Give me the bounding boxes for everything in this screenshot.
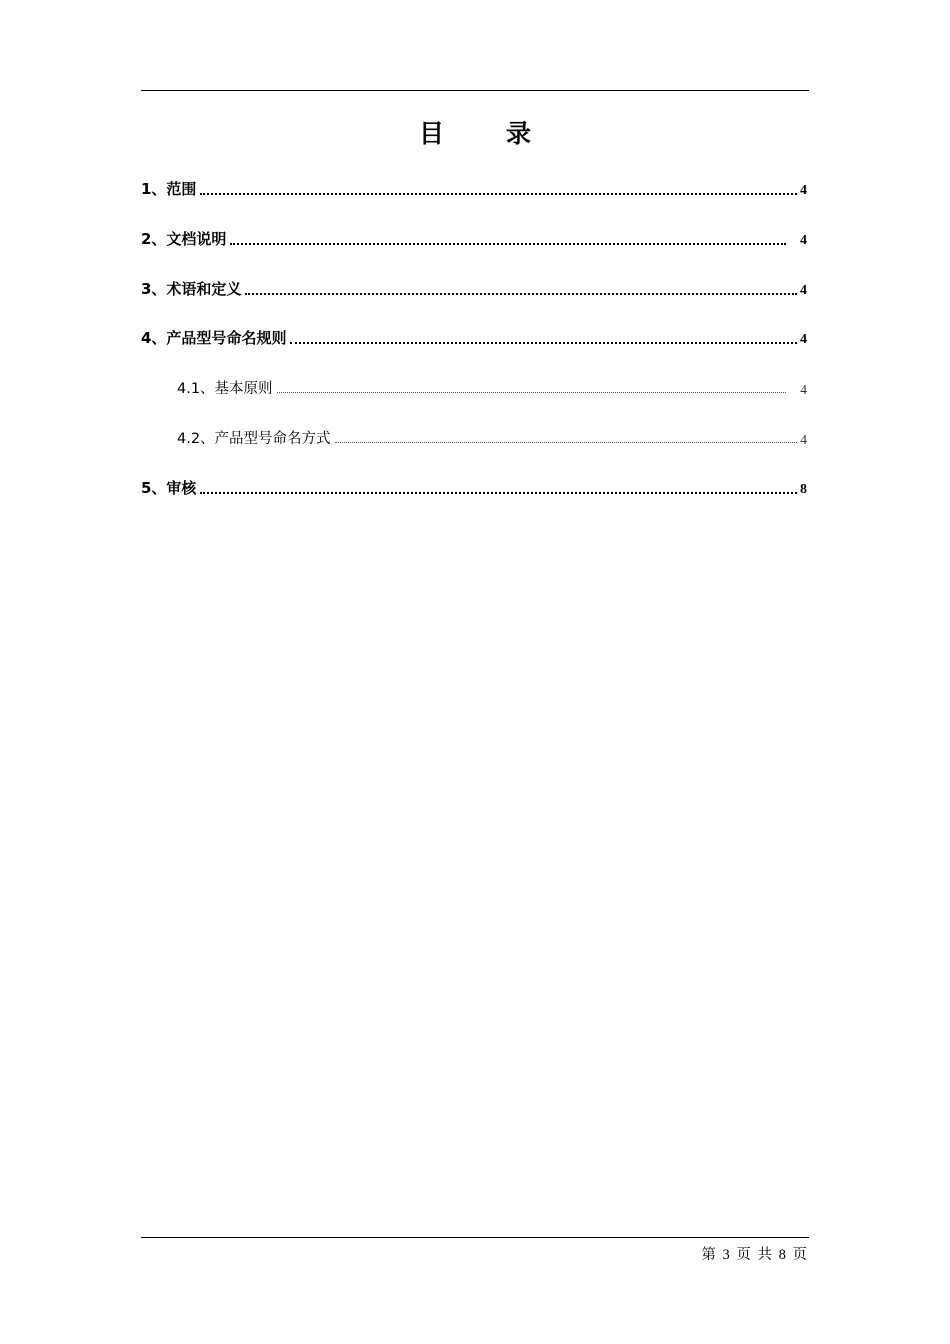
toc-entry-label: 4.1、基本原则 (177, 381, 273, 397)
toc-dot-leader (335, 442, 798, 443)
toc-entry-page: 4 (800, 183, 807, 198)
toc-entry-label: 1、范围 (141, 180, 197, 198)
toc-dot-leader (290, 342, 797, 344)
toc-dot-leader (277, 392, 787, 393)
toc-dot-leader (230, 243, 786, 245)
toc-entry-page: 4 (800, 332, 807, 347)
toc-title-right: 录 (506, 119, 532, 148)
toc-entry-label: 5、审核 (141, 479, 197, 497)
toc-entry-label: 2、文档说明 (141, 230, 227, 248)
toc-entry-page: 4 (800, 233, 807, 248)
toc-entry-basic-principles[interactable] (177, 376, 807, 398)
toc-entry-label: 3、术语和定义 (141, 280, 242, 298)
toc-entry-label: 4.2、产品型号命名方式 (177, 431, 331, 447)
toc-entry-naming-method[interactable] (177, 426, 807, 448)
toc-entry-page: 4 (800, 382, 807, 397)
toc-list (141, 0, 809, 520)
toc-entry-scope[interactable] (141, 177, 807, 199)
toc-entry-naming-rules[interactable] (141, 326, 807, 348)
toc-entry-label: 4、产品型号命名规则 (141, 329, 287, 347)
toc-entry-page: 4 (800, 283, 807, 298)
toc-entry-review[interactable] (141, 476, 807, 498)
footer-rule (141, 1237, 809, 1238)
toc-dot-leader (200, 193, 797, 195)
page-number: 第 3 页 共 8 页 (701, 1247, 807, 1263)
toc-entry-doc-description[interactable] (141, 227, 807, 249)
toc-dot-leader (200, 492, 797, 494)
toc-entry-page: 4 (800, 432, 807, 447)
toc-dot-leader (245, 293, 797, 295)
toc-entry-terms[interactable] (141, 277, 807, 299)
toc-title-left: 目 (418, 119, 444, 148)
toc-entry-page: 8 (800, 482, 807, 497)
